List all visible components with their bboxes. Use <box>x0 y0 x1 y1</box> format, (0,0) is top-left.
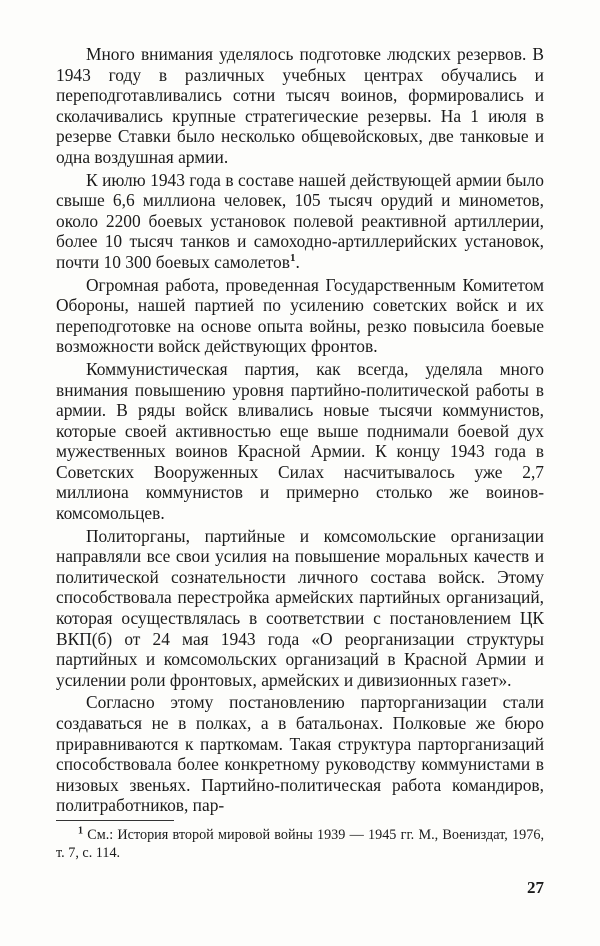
paragraph-party-organizations: Согласно этому постановлению парторганизации стали создаваться не в полках, а в батальонах. Полковые же бюро приравниваются к парткомам. Такая структура парторганизаций способствовала более конкретному руководству коммунистами в низовых звеньях. Партийно-политическая работа командиров, политработников, пар- <box>56 692 544 816</box>
paragraph-state-committee: Огромная работа, проведенная Государственным Комитетом Обороны, нашей партией по усилению советских войск и их переподготовке на основе опыта войны, резко повысила боевые возможности войск действующих фронтов. <box>56 274 544 357</box>
footnote <box>56 826 544 862</box>
footnote-text: См.: История второй мировой войны 1939 — 1945 гг. М., Воениздат, 1976, т. 7, с. 114. <box>56 827 544 861</box>
footnote-divider <box>56 820 174 821</box>
paragraph-communist-party: Коммунистическая партия, как всегда, уделяла много внимания повышению уровня партийно-политической работы в армии. В ряды войск вливались новые тысячи коммунистов, которые своей активностью еще выше поднимали боевой дух мужественных воинов Красной Армии. К концу 1943 года в Советских Вооруженных Силах насчитывалось уже 2,7 миллиона коммунистов и примерно столько же воинов-комсомольцев. <box>56 358 544 524</box>
footnote-marker: 1 <box>78 825 83 837</box>
paragraph-political-organs: Политорганы, партийные и комсомольские организации направляли все свои усилия на повышение моральных качеств и политической сознательности личного состава войск. Этому способствовала перестройка армейских партийных организаций, которая осуществлялась в соответствии с постановлением ЦК ВКП(б) от 24 мая 1943 года «О реорганизации структуры партийных и комсомольских организаций в Красной Армии и усилении роли фронтовых, армейских и дивизионных газет». <box>56 525 544 690</box>
page-body <box>56 44 544 816</box>
paragraph-army-strength <box>56 170 544 273</box>
paragraph-army-strength-end: . <box>295 251 300 272</box>
paragraph-reserves: Много внимания уделялось подготовке людских резервов. В 1943 году в различных учебных центрах обучались и переподготавливались сотни тысяч воинов, формировались и сколачивались крупные стратегические резервы. На 1 июля в резерве Ставки было несколько общевойсковых, две танковые и одна воздушная армии. <box>56 44 544 167</box>
footnote-reference[interactable]: 1 <box>289 252 296 265</box>
page-number: 27 <box>527 878 544 897</box>
paragraph-army-strength-text: К июлю 1943 года в составе нашей действующей армии было свыше 6,6 миллиона человек, 105 тысяч орудий и минометов, около 2200 боевых установок полевой реактивной артиллерии, более 10 тысяч танков и самоходно-артиллерийских установок, почти 10 300 боевых самолетов <box>56 169 544 272</box>
